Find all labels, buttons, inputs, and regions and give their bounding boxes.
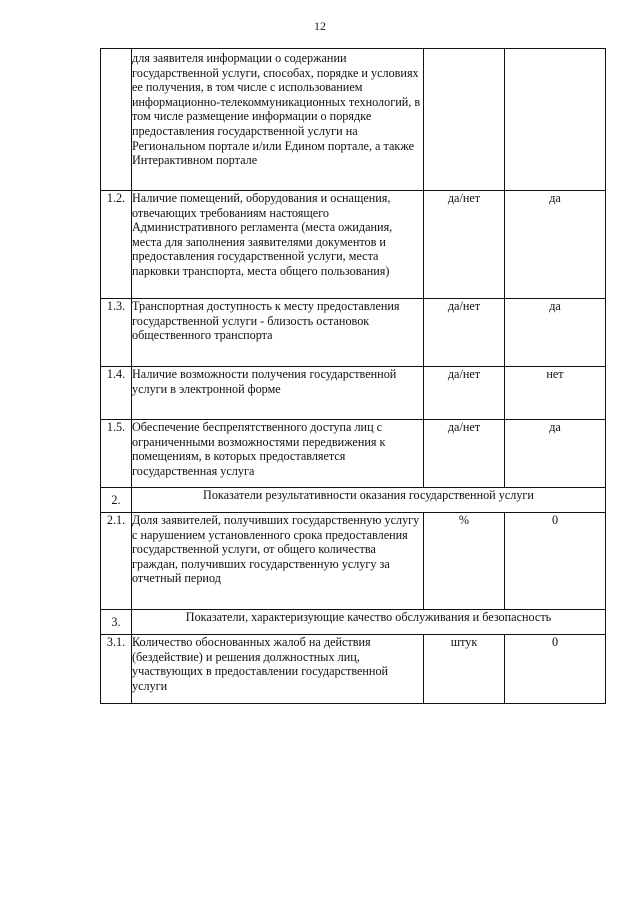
indicator-text: Количество обоснованных жалоб на действия (бездействие) и решения должностных лиц, участвующих в предоставлении государственной услуги [132,635,424,704]
page-number: 12 [314,19,326,33]
unit-cell: штук [424,635,505,704]
row-number: 1.5. [101,420,132,488]
row-number: 1.2. [101,191,132,299]
row-number [101,49,132,191]
unit-cell: да/нет [424,191,505,299]
value-cell: да [505,299,606,367]
unit-cell: да/нет [424,420,505,488]
indicator-text: Наличие возможности получения государственной услуги в электронной форме [132,367,424,420]
row-number: 1.4. [101,367,132,420]
value-cell: 0 [505,513,606,610]
row-number: 2.1. [101,513,132,610]
section-number: 2. [101,488,132,513]
section-number: 3. [101,610,132,635]
section-title: Показатели результативности оказания государственной услуги [132,488,606,513]
section-row [101,610,606,635]
indicators-table [100,48,606,704]
table-row [101,420,606,488]
indicator-text: Обеспечение беспрепятственного доступа лиц с ограниченными возможностями передвижения к помещениям, в которых предоставляется государственная услуга [132,420,424,488]
value-cell: нет [505,367,606,420]
unit-cell: да/нет [424,367,505,420]
unit-cell: да/нет [424,299,505,367]
indicator-text: Транспортная доступность к месту предоставления государственной услуги - близость остановок общественного транспорта [132,299,424,367]
indicator-text: Наличие помещений, оборудования и оснащения, отвечающих требованиям настоящего Административного регламента (места ожидания, места для заполнения заявителями документов и предоставления государственной услуги, места парковки транспорта, места общего пользования) [132,191,424,299]
table-row [101,49,606,191]
table-row [101,367,606,420]
section-title: Показатели, характеризующие качество обслуживания и безопасность [132,610,606,635]
value-cell: да [505,191,606,299]
row-number: 3.1. [101,635,132,704]
table-row [101,191,606,299]
table-row [101,635,606,704]
row-number: 1.3. [101,299,132,367]
indicator-text: для заявителя информации о содержании государственной услуги, способах, порядке и условиях ее получения, в том числе с использованием информационно-телекоммуникационных технологий, в том числе размещение информации о порядке предоставления государственной услуги на Региональном портале и/или Едином портале, а также Интерактивном портале [132,49,424,191]
value-cell: да [505,420,606,488]
unit-cell [424,49,505,191]
value-cell [505,49,606,191]
table-row [101,299,606,367]
indicator-text: Доля заявителей, получивших государственную услугу с нарушением установленного срока предоставления государственной услуги, от общего количества граждан, получивших государственную услугу за отчетный период [132,513,424,610]
unit-cell: % [424,513,505,610]
table-row [101,513,606,610]
section-row [101,488,606,513]
value-cell: 0 [505,635,606,704]
